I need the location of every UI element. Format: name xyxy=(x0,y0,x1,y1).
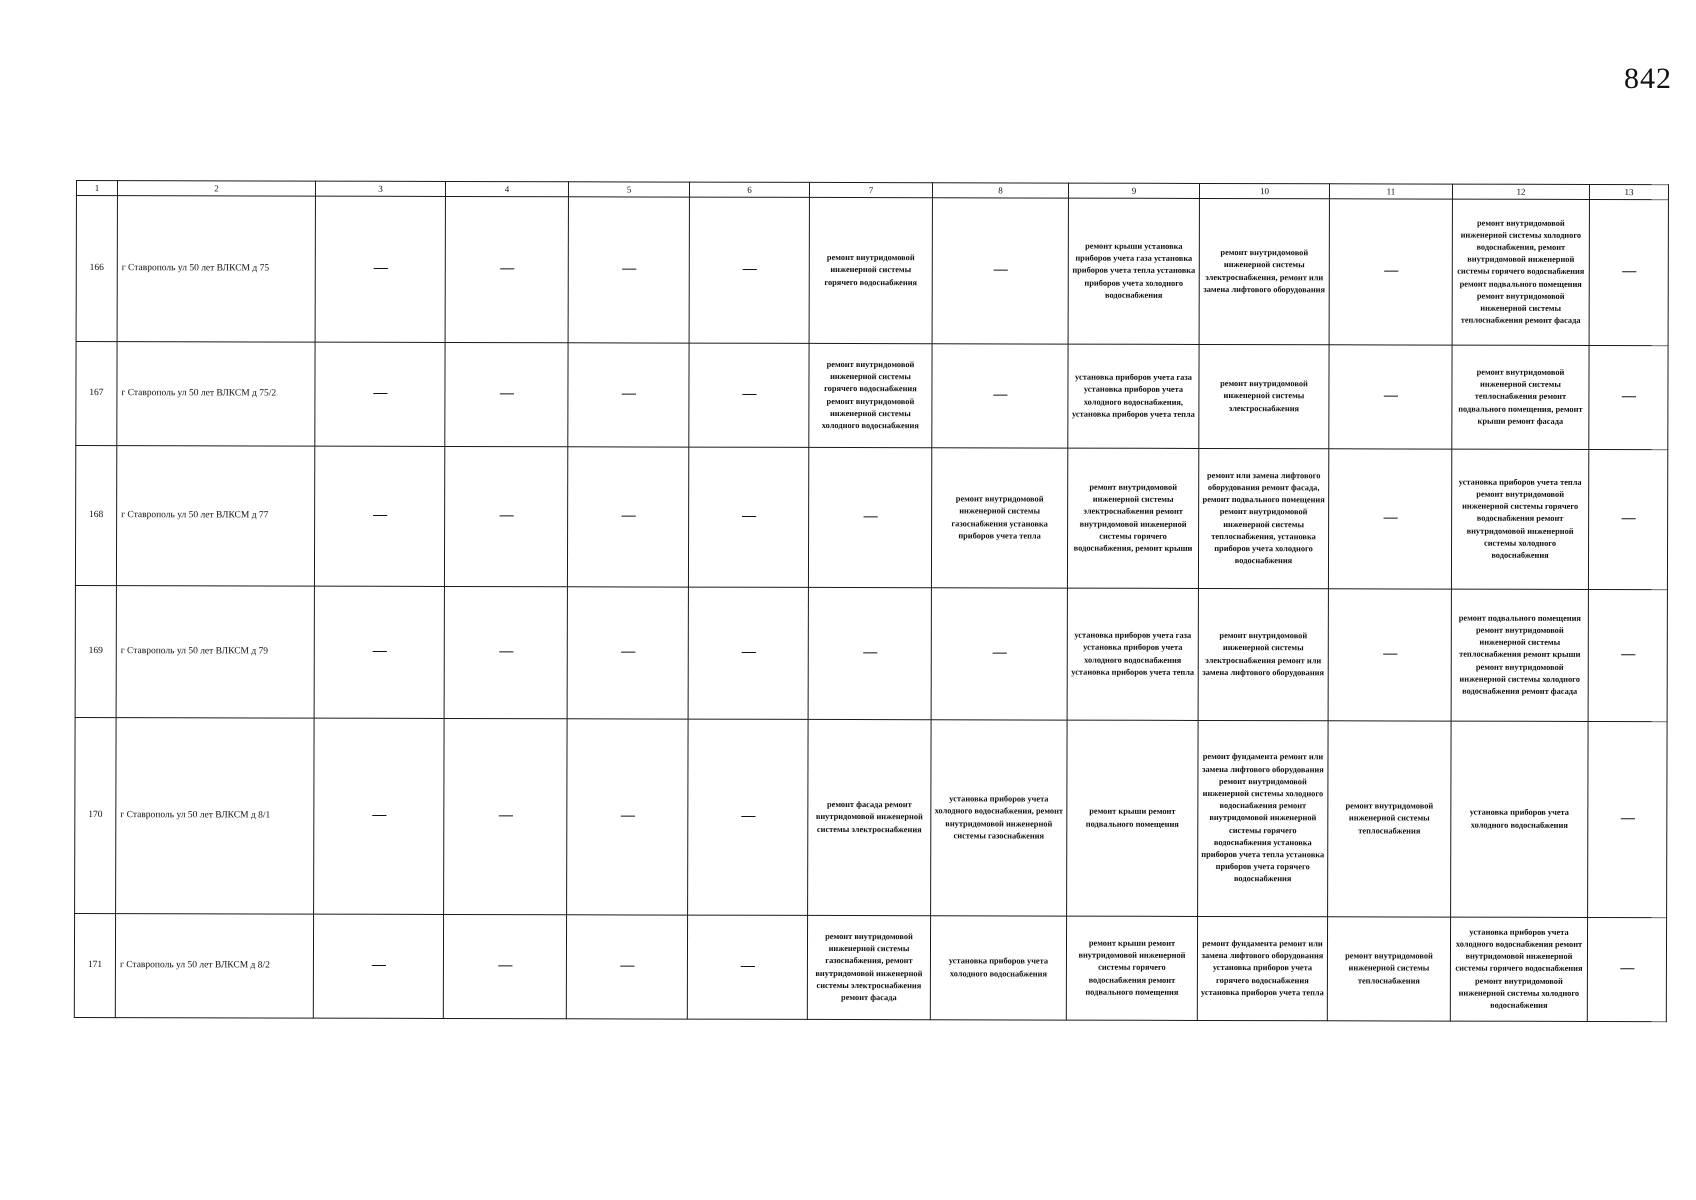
cell-col-4 xyxy=(444,718,568,914)
cell-col-5 xyxy=(566,915,687,1019)
work-cell-col-10: ремонт фундамента ремонт или замена лифтового оборудования ремонт внутридомовой инженерной системы холодного водоснабжения ремонт внутридомовой инженерной системы горячего водоснабжения установка приборов учета тепла установка приборов учета горячего водоснабжения xyxy=(1198,720,1329,916)
cell-col-8 xyxy=(932,344,1068,448)
work-cell-col-9: ремонт крыши ремонт внутридомовой инженерной системы горячего водоснабжения ремонт подвального помещения xyxy=(1066,916,1197,1020)
work-cell-col-10: ремонт внутридомовой инженерной системы электроснабжения ремонт или замена лифтового оборудования xyxy=(1198,588,1328,720)
column-number: 1 xyxy=(76,181,117,196)
column-number: 12 xyxy=(1452,184,1589,199)
dash-mark: — xyxy=(499,508,513,524)
cell-col-13 xyxy=(1587,917,1666,1021)
dash-mark: — xyxy=(1620,961,1634,977)
column-number: 13 xyxy=(1589,184,1668,199)
cell-col-3 xyxy=(315,196,445,342)
cell-col-11 xyxy=(1328,449,1451,589)
work-cell-col-7: ремонт внутридомовой инженерной системы горячего водоснабжения ремонт внутридомовой инженерной системы холодного водоснабжения xyxy=(809,343,932,447)
cell-col-13 xyxy=(1589,345,1668,449)
work-cell-col-10: ремонт фундамента ремонт или замена лифтового оборудования установка приборов учета горячего водоснабжения установка приборов учета тепла xyxy=(1197,916,1327,1020)
dash-mark: — xyxy=(1384,263,1398,279)
address-cell: г Ставрополь ул 50 лет ВЛКСМ д 8/2 xyxy=(115,914,313,1019)
dash-mark: — xyxy=(992,645,1006,661)
work-cell-col-8: установка приборов учета холодного водоснабжения, ремонт внутридомовой инженерной системы газоснабжения xyxy=(931,720,1068,916)
cell-col-4 xyxy=(444,586,567,718)
dash-mark: — xyxy=(373,508,387,524)
dash-mark: — xyxy=(1620,811,1634,827)
cell-col-5 xyxy=(568,197,689,343)
cell-col-6 xyxy=(688,587,808,719)
table-row xyxy=(74,913,1666,1021)
cell-col-5 xyxy=(567,719,689,915)
row-number: 167 xyxy=(76,342,117,446)
cell-col-11 xyxy=(1329,199,1452,345)
work-cell-col-12: ремонт подвального помещения ремонт внутридомовой инженерной системы теплоснабжения ремонт крыши ремонт внутридомовой инженерной системы холодного водоснабжения ремонт фасада xyxy=(1451,589,1588,721)
column-number: 7 xyxy=(809,182,932,197)
dash-mark: — xyxy=(621,508,635,524)
table-row xyxy=(75,446,1667,590)
dash-mark: — xyxy=(498,808,512,824)
column-number: 2 xyxy=(117,181,315,197)
table-row xyxy=(76,342,1668,450)
work-cell-col-9: установка приборов учета газа установка приборов учета холодного водоснабжения, установка приборов учета тепла xyxy=(1068,344,1199,448)
work-cell-col-12: установка приборов учета холодного водоснабжения xyxy=(1451,721,1589,917)
cell-col-8 xyxy=(932,198,1068,344)
dash-mark: — xyxy=(742,261,756,278)
column-number: 6 xyxy=(689,182,809,197)
dash-mark: — xyxy=(993,262,1007,278)
address-cell: г Ставрополь ул 50 лет ВЛКСМ д 8/1 xyxy=(116,718,315,915)
dash-mark: — xyxy=(742,508,756,525)
row-number: 168 xyxy=(75,446,116,586)
work-cell-col-10: ремонт внутридомовой инженерной системы электроснабжения, ремонт или замена лифтового оборудования xyxy=(1199,198,1329,344)
cell-col-11 xyxy=(1329,345,1452,449)
address-cell: г Ставрополь ул 50 лет ВЛКСМ д 77 xyxy=(116,446,314,587)
work-cell-col-12: ремонт внутридомовой инженерной системы холодного водоснабжения, ремонт внутридомовой инженерной системы горячего водоснабжения ремонт подвального помещения ремонт внутридомовой инженерной системы теплоснабжения ремонт фасада xyxy=(1452,199,1589,345)
work-cell-col-9: ремонт крыши ремонт подвального помещения xyxy=(1067,720,1199,916)
dash-mark: — xyxy=(1622,264,1636,280)
work-cell-col-7: ремонт фасада ремонт внутридомовой инженерной системы электроснабжения xyxy=(808,719,932,915)
work-cell-col-12: ремонт внутридомовой инженерной системы теплоснабжения ремонт подвального помещения, ремонт крыши ремонт фасада xyxy=(1452,345,1589,449)
dash-mark: — xyxy=(863,645,877,661)
cell-col-8 xyxy=(931,588,1067,720)
dash-mark: — xyxy=(740,958,754,975)
cell-col-13 xyxy=(1588,449,1667,589)
work-cell-col-12: установка приборов учета тепла ремонт внутридомовой инженерной системы горячего водоснабжения ремонт внутридомовой инженерной системы холодного водоснабжения xyxy=(1451,449,1588,589)
row-number: 166 xyxy=(76,196,117,342)
work-cell-col-8: установка приборов учета холодного водоснабжения xyxy=(930,916,1066,1020)
cell-col-4 xyxy=(444,446,567,586)
column-number: 5 xyxy=(568,182,689,197)
dash-mark: — xyxy=(622,261,636,277)
cell-col-13 xyxy=(1588,721,1668,917)
dash-mark: — xyxy=(620,958,634,974)
dash-mark: — xyxy=(498,958,512,974)
work-cell-col-9: установка приборов учета газа установка приборов учета холодного водоснабжения установка приборов учета тепла xyxy=(1067,588,1198,720)
work-cell-col-7: ремонт внутридомовой инженерной системы газоснабжения, ремонт внутридомовой инженерной системы электроснабжения ремонт фасада xyxy=(807,915,930,1019)
dash-mark: — xyxy=(499,386,513,402)
dash-mark: — xyxy=(373,261,387,277)
cell-col-5 xyxy=(567,447,688,587)
work-cell-col-11: ремонт внутридомовой инженерной системы теплоснабжения xyxy=(1328,721,1452,917)
cell-col-6 xyxy=(689,343,809,447)
work-cell-col-12: установка приборов учета холодного водоснабжения ремонт внутридомовой инженерной системы горячего водоснабжения ремонт внутридомовой инженерной системы холодного водоснабжения xyxy=(1450,917,1587,1021)
cell-col-6 xyxy=(688,447,808,587)
dash-mark: — xyxy=(1383,510,1397,526)
dash-mark: — xyxy=(741,644,755,661)
cell-col-13 xyxy=(1589,199,1668,345)
cell-col-3 xyxy=(314,718,445,914)
cell-col-11 xyxy=(1328,589,1451,721)
dash-mark: — xyxy=(372,808,386,824)
address-cell: г Ставрополь ул 50 лет ВЛКСМ д 79 xyxy=(116,586,314,719)
dash-mark: — xyxy=(372,644,386,660)
work-cell-col-9: ремонт крыши установка приборов учета газа установка приборов учета тепла установка приборов учета холодного водоснабжения xyxy=(1068,198,1199,344)
cell-col-5 xyxy=(567,587,688,719)
dash-mark: — xyxy=(1621,389,1635,405)
dash-mark: — xyxy=(371,958,385,974)
dash-mark: — xyxy=(499,644,513,660)
dash-mark: — xyxy=(1621,647,1635,663)
table-row xyxy=(76,196,1668,346)
work-cell-col-9: ремонт внутридомовой инженерной системы электроснабжения ремонт внутридомовой инженерной системы горячего водоснабжения, ремонт крыши xyxy=(1067,448,1198,588)
row-number: 170 xyxy=(75,717,117,913)
column-number: 11 xyxy=(1329,184,1452,199)
work-cell-col-7: ремонт внутридомовой инженерной системы горячего водоснабжения xyxy=(809,197,932,343)
dash-mark: — xyxy=(1383,646,1397,662)
cell-col-4 xyxy=(443,914,566,1018)
dash-mark: — xyxy=(621,644,635,660)
work-cell-col-10: ремонт внутридомовой инженерной системы электроснабжения xyxy=(1199,344,1329,448)
cell-col-3 xyxy=(315,342,445,446)
table-row xyxy=(75,717,1668,917)
dash-mark: — xyxy=(621,386,635,402)
cell-col-3 xyxy=(313,914,443,1018)
table-row xyxy=(75,585,1667,721)
row-number: 171 xyxy=(74,913,115,1017)
cell-col-13 xyxy=(1588,589,1667,721)
cell-col-4 xyxy=(445,196,568,342)
cell-col-6 xyxy=(688,719,809,915)
address-cell: г Ставрополь ул 50 лет ВЛКСМ д 75/2 xyxy=(117,342,315,447)
work-cell-col-10: ремонт или замена лифтового оборудования ремонт фасада, ремонт подвального помещения ремонт внутридомовой инженерной системы теплоснабжения, установка приборов учета холодного водоснабжения xyxy=(1198,448,1328,588)
column-number: 3 xyxy=(315,181,445,196)
dash-mark: — xyxy=(1621,511,1635,527)
column-number: 4 xyxy=(445,181,568,196)
dash-mark: — xyxy=(620,808,634,824)
work-cell-col-8: ремонт внутридомовой инженерной системы газоснабжения установка приборов учета тепла xyxy=(931,448,1067,588)
dash-mark: — xyxy=(742,386,756,403)
dash-mark: — xyxy=(500,261,514,277)
repair-schedule-table xyxy=(74,180,1669,1022)
cell-col-3 xyxy=(314,586,444,718)
cell-col-5 xyxy=(568,343,689,447)
work-cell-col-11: ремонт внутридомовой инженерной системы теплоснабжения xyxy=(1327,917,1450,1021)
dash-mark: — xyxy=(1383,388,1397,404)
cell-col-3 xyxy=(314,446,444,586)
dash-mark: — xyxy=(993,387,1007,403)
page-number: 842 xyxy=(1624,62,1672,95)
cell-col-6 xyxy=(687,915,807,1019)
dash-mark: — xyxy=(373,386,387,402)
row-number: 169 xyxy=(75,585,116,717)
cell-col-7 xyxy=(808,447,931,587)
address-cell: г Ставрополь ул 50 лет ВЛКСМ д 75 xyxy=(117,196,315,343)
column-number: 9 xyxy=(1068,183,1199,198)
column-number: 10 xyxy=(1199,183,1329,198)
cell-col-7 xyxy=(808,587,931,719)
dash-mark: — xyxy=(863,509,877,525)
cell-col-4 xyxy=(445,342,568,446)
cell-col-6 xyxy=(689,197,809,343)
dash-mark: — xyxy=(741,808,755,825)
column-number: 8 xyxy=(932,183,1068,198)
